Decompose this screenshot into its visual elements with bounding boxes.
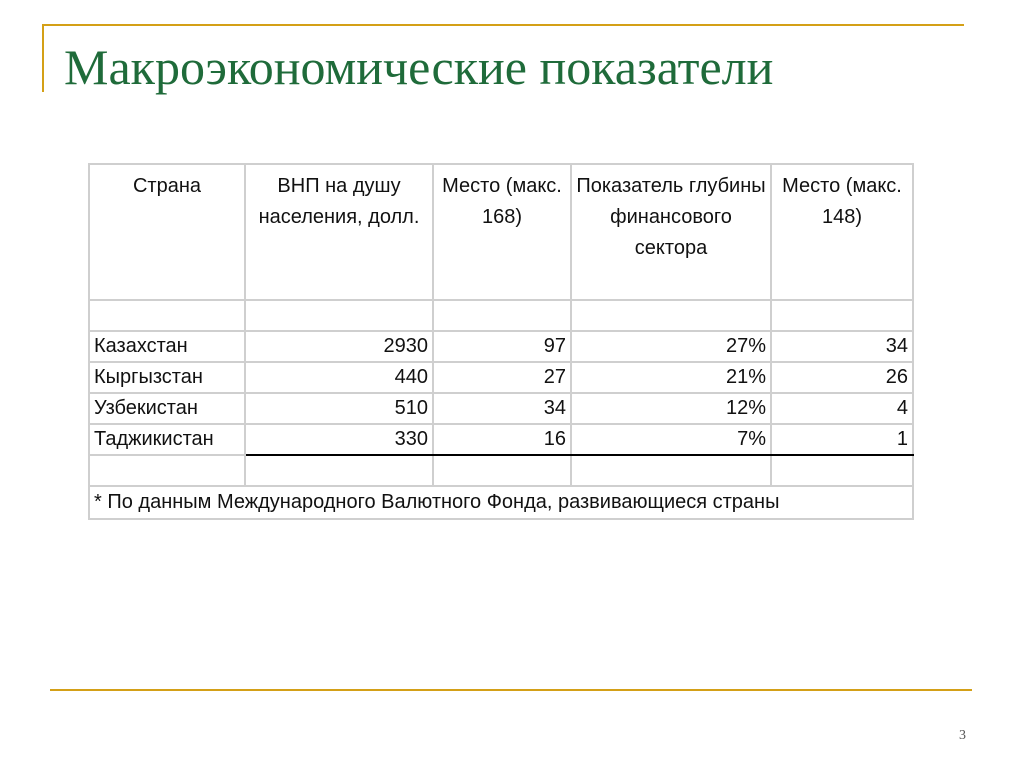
gnp-value: 330 [245,424,433,455]
rank-148-value: 26 [771,362,913,393]
spacer-row [89,300,913,331]
table-row [89,331,913,362]
header-financial-depth: Показатель глубины финансового сектора [571,164,771,300]
country-name: Казахстан [89,331,245,362]
spacer-row [89,455,913,486]
empty-cell [433,455,571,486]
header-rank-168: Место (макс. 168) [433,164,571,300]
footnote-row [89,486,913,519]
rank-168-value: 16 [433,424,571,455]
header-rank-148: Место (макс. 148) [771,164,913,300]
page-number: 3 [959,728,966,743]
gnp-value: 2930 [245,331,433,362]
empty-cell [571,455,771,486]
rank-168-value: 97 [433,331,571,362]
financial-depth-value: 7% [571,424,771,455]
empty-cell [771,455,913,486]
top-rule [42,24,964,26]
rank-168-value: 34 [433,393,571,424]
header-country: Страна [89,164,245,300]
table-row [89,424,913,455]
header-gnp-per-capita: ВНП на душу населения, долл. [245,164,433,300]
rank-148-value: 1 [771,424,913,455]
indicators-table-region [88,163,916,523]
empty-cell [433,300,571,331]
left-rule [42,24,44,92]
empty-cell [245,455,433,486]
empty-cell [89,455,245,486]
rank-148-value: 4 [771,393,913,424]
financial-depth-value: 27% [571,331,771,362]
footnote: * По данным Международного Валютного Фонда, развивающиеся страны [89,486,913,519]
rank-168-value: 27 [433,362,571,393]
empty-cell [245,300,433,331]
financial-depth-value: 21% [571,362,771,393]
slide-title: Макроэкономические показатели [64,39,774,95]
country-name: Кыргызстан [89,362,245,393]
empty-cell [771,300,913,331]
country-name: Узбекистан [89,393,245,424]
empty-cell [89,300,245,331]
table-row [89,393,913,424]
financial-depth-value: 12% [571,393,771,424]
gnp-value: 510 [245,393,433,424]
country-name: Таджикистан [89,424,245,455]
indicators-table [88,163,914,520]
rank-148-value: 34 [771,331,913,362]
table-row [89,362,913,393]
empty-cell [571,300,771,331]
gnp-value: 440 [245,362,433,393]
header-row [89,164,913,300]
bottom-rule [50,689,972,691]
